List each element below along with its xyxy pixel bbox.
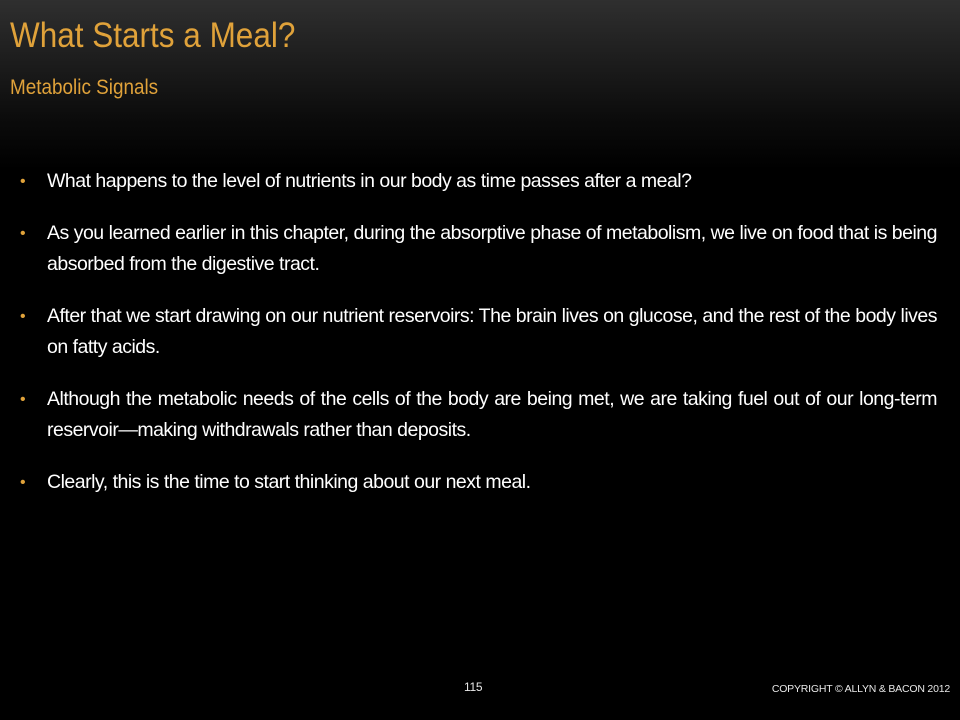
- bullet-item: [20, 467, 937, 498]
- bullet-icon: •: [20, 474, 26, 491]
- bullet-text: After that we start drawing on our nutrient reservoirs: The brain lives on glucose, and the rest of the body lives on fatty acids.: [47, 305, 937, 358]
- bullet-item: [20, 166, 937, 197]
- bullet-icon: •: [20, 391, 26, 408]
- bullet-icon: •: [20, 173, 26, 190]
- bullet-text: What happens to the level of nutrients in our body as time passes after a meal?: [47, 170, 692, 192]
- page-number: 115: [464, 680, 483, 694]
- bullet-icon: •: [20, 225, 26, 242]
- slide-subtitle: Metabolic Signals: [10, 76, 159, 99]
- bullet-list: [20, 166, 937, 519]
- bullet-text: As you learned earlier in this chapter, during the absorptive phase of metabolism, we live on food that is being absorbed from the digestive tract.: [47, 222, 937, 275]
- bullet-text: Although the metabolic needs of the cells of the body are being met, we are taking fuel out of our long-term reservoir—making withdrawals rather than deposits.: [47, 388, 937, 441]
- bullet-text: Clearly, this is the time to start thinking about our next meal.: [47, 471, 531, 493]
- bullet-item: [20, 218, 937, 280]
- bullet-item: [20, 301, 937, 363]
- bullet-item: [20, 384, 937, 446]
- bullet-icon: •: [20, 308, 26, 325]
- slide-title: What Starts a Meal?: [10, 16, 296, 55]
- copyright-notice: COPYRIGHT © ALLYN & BACON 2012: [771, 683, 950, 695]
